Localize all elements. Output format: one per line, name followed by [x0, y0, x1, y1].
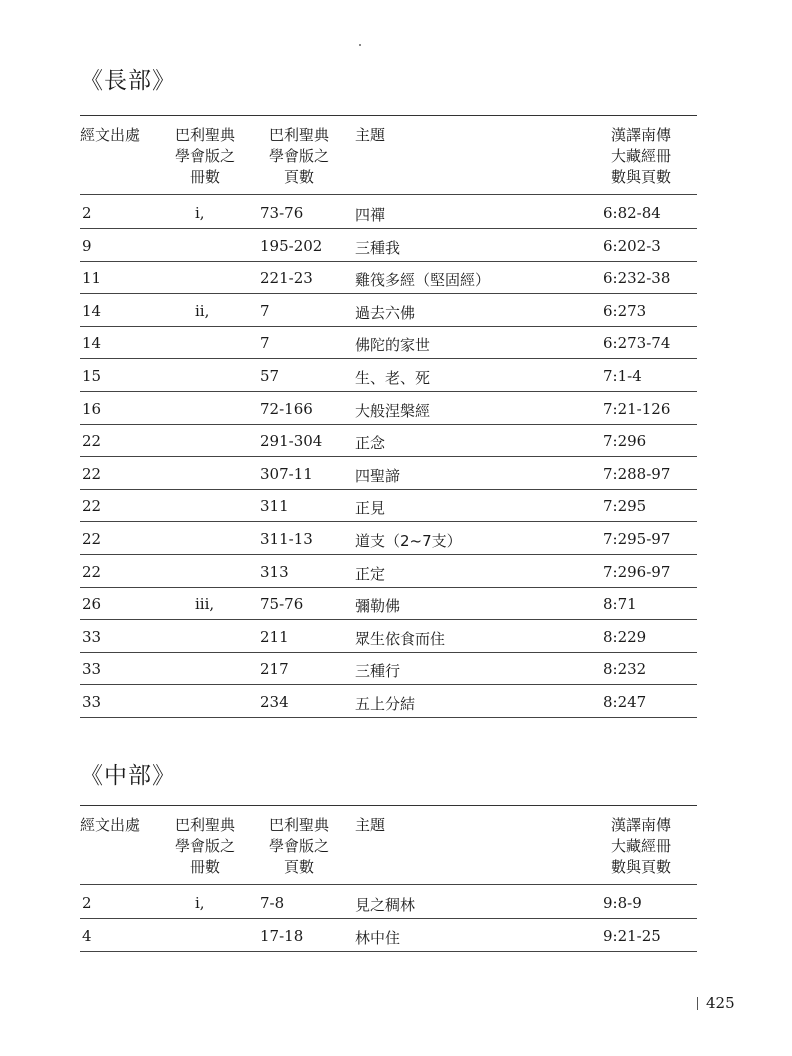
table-cell: 22	[82, 432, 102, 451]
table-cell: 彌勒佛	[355, 597, 401, 616]
table-cell: 211	[260, 627, 289, 646]
table-cell: 307-11	[260, 464, 313, 483]
column-header: 主題	[355, 126, 386, 144]
column-header: 漢譯南傳 大藏經冊 數與頁數	[610, 816, 671, 876]
table-top-rule	[80, 115, 697, 116]
page-number-text: 425	[706, 994, 735, 1012]
table-cell: 7:295	[603, 497, 647, 516]
table-cell: 7:21-126	[603, 399, 671, 418]
table-cell: 7:1-4	[603, 367, 642, 385]
table-cell: 7:295-97	[603, 530, 671, 548]
table-cell: 2	[82, 894, 92, 912]
table-cell: 311-13	[260, 530, 313, 548]
table-cell: 72-166	[260, 399, 313, 418]
table-cell: 7:296	[603, 432, 647, 451]
table-cell: 四禪	[355, 206, 386, 224]
table-cell: 8:71	[603, 595, 637, 614]
table-cell: 22	[82, 530, 102, 548]
table-row	[80, 522, 697, 555]
table-cell: 正見	[355, 499, 386, 518]
table-cell: 217	[260, 660, 289, 679]
column-header: 巴利聖典 學會版之 冊數	[174, 816, 235, 876]
table-cell: 22	[82, 497, 102, 516]
table-cell: 291-304	[260, 432, 323, 451]
table-cell: 8:229	[603, 627, 647, 646]
column-header: 巴利聖典 學會版之 頁數	[268, 816, 329, 876]
table-cell: 大般涅槃經	[355, 401, 431, 420]
table-cell: 7:288-97	[603, 464, 671, 483]
table-row	[80, 294, 697, 327]
table-cell: 8:247	[603, 693, 647, 711]
table-cell: 9:8-9	[603, 894, 642, 912]
table-cell: 6:232-38	[603, 269, 671, 288]
table-cell: 234	[260, 693, 289, 711]
table-cell: 眾生依食而住	[355, 629, 446, 648]
table-cell: 過去六佛	[355, 303, 416, 322]
table-cell: 221-23	[260, 269, 313, 288]
table-cell: 道支（2~7支）	[355, 532, 462, 550]
table-cell: 33	[82, 693, 102, 711]
table-cell: 7-8	[260, 894, 285, 912]
table-row	[80, 919, 697, 952]
table-cell: i,	[195, 204, 205, 222]
section-title: 《長部》	[80, 68, 176, 94]
table-cell: 14	[82, 301, 102, 320]
column-header: 經文出處	[80, 126, 141, 144]
table-row	[80, 886, 697, 919]
column-header: 經文出處	[80, 816, 141, 834]
table-row	[80, 587, 697, 620]
table-cell: 6:82-84	[603, 204, 661, 222]
table-cell: 195-202	[260, 236, 323, 255]
table-row	[80, 229, 697, 262]
table-cell: 林中住	[355, 928, 401, 947]
row-divider	[80, 717, 697, 718]
table-row	[80, 326, 697, 359]
table-cell: 五上分結	[355, 695, 416, 713]
table-row	[80, 359, 697, 392]
column-header: 主題	[355, 816, 386, 834]
table-cell: 9:21-25	[603, 926, 661, 945]
table-cell: i,	[195, 894, 205, 912]
table-cell: 57	[260, 367, 280, 385]
table-cell: 73-76	[260, 204, 304, 222]
table-cell: 22	[82, 562, 102, 581]
table-cell: 2	[82, 204, 92, 222]
table-cell: 16	[82, 399, 102, 418]
table-cell: 7	[260, 301, 270, 320]
table-cell: 7	[260, 334, 270, 353]
table-cell: 三種我	[355, 238, 401, 257]
row-divider	[80, 951, 697, 952]
table-cell: 311	[260, 497, 289, 516]
table-cell: 生、老、死	[355, 369, 431, 387]
stray-dot	[359, 44, 361, 46]
table-cell: 11	[82, 269, 102, 288]
table-cell: 四聖諦	[355, 466, 401, 485]
table-cell: 6:202-3	[603, 236, 661, 255]
table-cell: ii,	[195, 301, 210, 320]
header-bottom-rule	[80, 194, 697, 195]
header-bottom-rule	[80, 884, 697, 885]
page-number-divider	[697, 997, 698, 1010]
page-number	[697, 994, 735, 1012]
table-cell: 14	[82, 334, 102, 353]
table-cell: 佛陀的家世	[355, 336, 431, 355]
table-row	[80, 685, 697, 718]
table-cell: 22	[82, 464, 102, 483]
table-cell: 4	[82, 926, 92, 945]
table-cell: 雞筏多經（堅固經）	[355, 271, 491, 290]
table-row	[80, 392, 697, 425]
table-cell: 6:273-74	[603, 334, 671, 353]
table-cell: iii,	[195, 595, 215, 614]
table-cell: 33	[82, 627, 102, 646]
table-top-rule	[80, 805, 697, 806]
table-cell: 26	[82, 595, 102, 614]
table-cell: 75-76	[260, 595, 304, 614]
table-cell: 17-18	[260, 926, 304, 945]
table-row	[80, 261, 697, 294]
column-header: 巴利聖典 學會版之 冊數	[174, 126, 235, 186]
table-cell: 15	[82, 367, 102, 385]
table-cell: 8:232	[603, 660, 647, 679]
table-cell: 9	[82, 236, 92, 255]
table-row	[80, 555, 697, 588]
table-row	[80, 457, 697, 490]
table-cell: 見之稠林	[355, 896, 416, 914]
table-row	[80, 489, 697, 522]
table-cell: 正念	[355, 434, 386, 453]
table-cell: 33	[82, 660, 102, 679]
table-row	[80, 652, 697, 685]
table-cell: 6:273	[603, 301, 647, 320]
section-title: 《中部》	[80, 763, 176, 789]
table-cell: 7:296-97	[603, 562, 671, 581]
table-cell: 正定	[355, 564, 386, 583]
table-cell: 三種行	[355, 662, 401, 681]
column-header: 巴利聖典 學會版之 頁數	[268, 126, 329, 186]
table-row	[80, 424, 697, 457]
column-header: 漢譯南傳 大藏經冊 數與頁數	[610, 126, 671, 186]
table-row	[80, 620, 697, 653]
table-cell: 313	[260, 562, 289, 581]
table-row	[80, 196, 697, 229]
